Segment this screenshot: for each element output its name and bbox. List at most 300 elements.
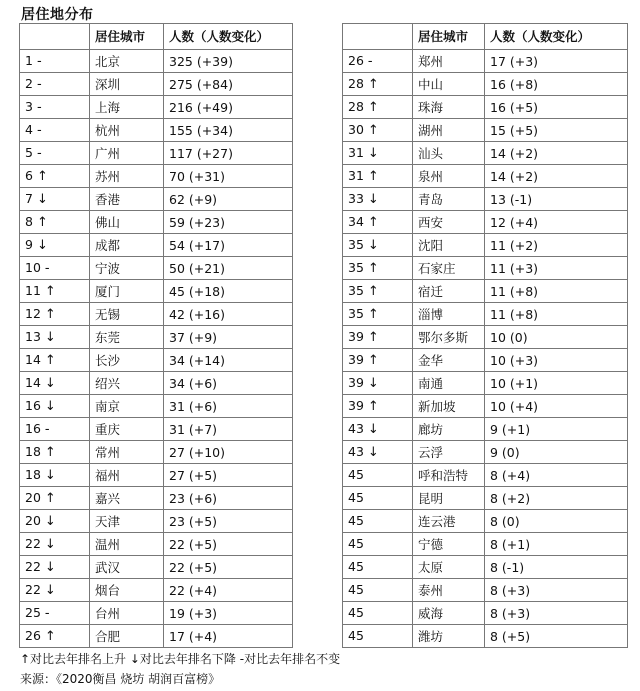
rank-number: 45: [348, 467, 364, 482]
trend-indicator: ↑: [367, 261, 379, 276]
rank-cell: [20, 257, 90, 280]
trend-indicator: ↓: [44, 399, 56, 414]
count-cell: 8 (+2): [485, 487, 628, 510]
table-row: [343, 533, 628, 556]
rank-number: 5: [25, 145, 33, 160]
trend-indicator: ↓: [44, 514, 56, 529]
trend-indicator: ↑: [367, 215, 379, 230]
rank-number: 22: [25, 582, 41, 597]
city-cell: 青岛: [413, 188, 485, 211]
trend-indicator: ↓: [367, 445, 379, 460]
trend-indicator: ↑: [44, 629, 56, 644]
count-cell: 23 (+5): [164, 510, 293, 533]
city-cell: 福州: [90, 464, 164, 487]
table-row: [20, 280, 293, 303]
city-cell: 温州: [90, 533, 164, 556]
count-cell: 155 (+34): [164, 119, 293, 142]
rank-number: 18: [25, 444, 41, 459]
legend-text: ↑对比去年排名上升 ↓对比去年排名下降 -对比去年排名不变: [20, 652, 341, 666]
rank-cell: [343, 510, 413, 533]
city-cell: 重庆: [90, 418, 164, 441]
trend-indicator: -: [36, 54, 42, 69]
rank-cell: [343, 50, 413, 73]
table-row: [343, 349, 628, 372]
rank-number: 28: [348, 99, 364, 114]
count-cell: 8 (+1): [485, 533, 628, 556]
city-cell: 泰州: [413, 579, 485, 602]
count-cell: 11 (+3): [485, 257, 628, 280]
table-row: [20, 119, 293, 142]
city-cell: 石家庄: [413, 257, 485, 280]
table-row: [343, 395, 628, 418]
rank-cell: [20, 441, 90, 464]
table-row: [343, 73, 628, 96]
rank-number: 45: [348, 559, 364, 574]
count-cell: 31 (+7): [164, 418, 293, 441]
header-count: 人数（人数变化）: [164, 24, 293, 50]
trend-indicator: -: [36, 100, 42, 115]
rank-cell: [20, 487, 90, 510]
trend-indicator: ↑: [367, 100, 379, 115]
count-cell: 11 (+8): [485, 303, 628, 326]
rank-number: 4: [25, 122, 33, 137]
count-cell: 27 (+10): [164, 441, 293, 464]
rank-cell: [343, 119, 413, 142]
rank-cell: [343, 234, 413, 257]
trend-indicator: ↑: [367, 77, 379, 92]
table-row: [20, 165, 293, 188]
count-cell: 45 (+18): [164, 280, 293, 303]
rank-number: 22: [25, 536, 41, 551]
rank-cell: [343, 326, 413, 349]
rank-number: 43: [348, 421, 364, 436]
city-cell: 烟台: [90, 579, 164, 602]
table-row: [20, 211, 293, 234]
rank-cell: [343, 464, 413, 487]
city-cell: 宁德: [413, 533, 485, 556]
rank-cell: [343, 188, 413, 211]
rank-cell: [343, 372, 413, 395]
city-cell: 杭州: [90, 119, 164, 142]
rank-cell: [343, 556, 413, 579]
rank-number: 26: [25, 628, 41, 643]
rank-cell: [20, 418, 90, 441]
trend-indicator: ↓: [44, 537, 56, 552]
rank-number: 35: [348, 260, 364, 275]
count-cell: 14 (+2): [485, 142, 628, 165]
rank-number: 14: [25, 375, 41, 390]
table-header-row: [343, 24, 628, 50]
rank-cell: [20, 303, 90, 326]
table-row: [20, 464, 293, 487]
trend-indicator: -: [44, 606, 50, 621]
table-row: [343, 280, 628, 303]
rank-number: 35: [348, 283, 364, 298]
rank-number: 26: [348, 53, 364, 68]
city-cell: 汕头: [413, 142, 485, 165]
table-row: [343, 556, 628, 579]
rank-cell: [20, 165, 90, 188]
trend-indicator: -: [367, 54, 373, 69]
count-cell: 10 (+4): [485, 395, 628, 418]
rank-cell: [20, 602, 90, 625]
count-cell: 14 (+2): [485, 165, 628, 188]
table-row: [343, 165, 628, 188]
rank-number: 2: [25, 76, 33, 91]
table-row: [343, 372, 628, 395]
rank-number: 30: [348, 122, 364, 137]
rank-cell: [20, 349, 90, 372]
rank-number: 31: [348, 168, 364, 183]
trend-indicator: ↓: [36, 192, 48, 207]
rank-number: 9: [25, 237, 33, 252]
header-city: 居住城市: [90, 24, 164, 50]
trend-indicator: ↓: [367, 192, 379, 207]
city-cell: 嘉兴: [90, 487, 164, 510]
trend-indicator: ↓: [367, 146, 379, 161]
rank-cell: [343, 349, 413, 372]
rank-number: 45: [348, 628, 364, 643]
trend-indicator: ↓: [44, 468, 56, 483]
count-cell: 17 (+4): [164, 625, 293, 648]
table-row: [343, 487, 628, 510]
trend-indicator: ↓: [367, 376, 379, 391]
rank-number: 33: [348, 191, 364, 206]
rank-number: 7: [25, 191, 33, 206]
header-city: 居住城市: [413, 24, 485, 50]
rank-cell: [20, 625, 90, 648]
city-cell: 金华: [413, 349, 485, 372]
rank-number: 20: [25, 513, 41, 528]
rank-number: 18: [25, 467, 41, 482]
rank-number: 35: [348, 306, 364, 321]
table-row: [343, 234, 628, 257]
rank-number: 39: [348, 352, 364, 367]
city-cell: 南京: [90, 395, 164, 418]
trend-indicator: ↓: [36, 238, 48, 253]
rank-cell: [20, 579, 90, 602]
rank-cell: [343, 303, 413, 326]
table-row: [20, 395, 293, 418]
rank-cell: [343, 441, 413, 464]
rank-number: 8: [25, 214, 33, 229]
table-row: [20, 625, 293, 648]
count-cell: 12 (+4): [485, 211, 628, 234]
table-row: [20, 556, 293, 579]
table-row: [20, 510, 293, 533]
count-cell: 15 (+5): [485, 119, 628, 142]
residence-table-right: [342, 23, 628, 648]
trend-indicator: ↑: [44, 445, 56, 460]
rank-number: 34: [348, 214, 364, 229]
rank-cell: [20, 188, 90, 211]
table-row: [343, 441, 628, 464]
rank-number: 16: [25, 421, 41, 436]
page-title: 居住地分布: [21, 7, 94, 23]
trend-indicator: ↑: [36, 169, 48, 184]
table-row: [20, 234, 293, 257]
city-cell: 沈阳: [413, 234, 485, 257]
rank-number: 6: [25, 168, 33, 183]
rank-cell: [343, 280, 413, 303]
rank-cell: [20, 326, 90, 349]
trend-indicator: ↑: [367, 399, 379, 414]
table-row: [20, 533, 293, 556]
rank-number: 45: [348, 490, 364, 505]
rank-cell: [343, 211, 413, 234]
table-row: [20, 326, 293, 349]
city-cell: 常州: [90, 441, 164, 464]
rank-number: 16: [25, 398, 41, 413]
rank-number: 39: [348, 398, 364, 413]
count-cell: 9 (+1): [485, 418, 628, 441]
table-row: [343, 326, 628, 349]
count-cell: 8 (-1): [485, 556, 628, 579]
rank-cell: [343, 73, 413, 96]
rank-number: 45: [348, 582, 364, 597]
count-cell: 8 (+5): [485, 625, 628, 648]
count-cell: 325 (+39): [164, 50, 293, 73]
count-cell: 9 (0): [485, 441, 628, 464]
rank-number: 45: [348, 536, 364, 551]
table-row: [343, 418, 628, 441]
count-cell: 10 (+1): [485, 372, 628, 395]
trend-indicator: ↓: [44, 560, 56, 575]
rank-number: 3: [25, 99, 33, 114]
rank-cell: [343, 602, 413, 625]
count-cell: 22 (+4): [164, 579, 293, 602]
city-cell: 宿迁: [413, 280, 485, 303]
trend-indicator: ↑: [44, 353, 56, 368]
trend-indicator: -: [36, 146, 42, 161]
count-cell: 216 (+49): [164, 96, 293, 119]
trend-indicator: ↑: [367, 123, 379, 138]
count-cell: 42 (+16): [164, 303, 293, 326]
city-cell: 云浮: [413, 441, 485, 464]
header-count: 人数（人数变化）: [485, 24, 628, 50]
rank-cell: [343, 533, 413, 556]
table-row: [20, 602, 293, 625]
count-cell: 22 (+5): [164, 533, 293, 556]
count-cell: 17 (+3): [485, 50, 628, 73]
city-cell: 呼和浩特: [413, 464, 485, 487]
count-cell: 23 (+6): [164, 487, 293, 510]
city-cell: 太原: [413, 556, 485, 579]
count-cell: 27 (+5): [164, 464, 293, 487]
count-cell: 16 (+8): [485, 73, 628, 96]
city-cell: 北京: [90, 50, 164, 73]
rank-cell: [20, 372, 90, 395]
rank-cell: [20, 211, 90, 234]
trend-indicator: ↓: [367, 422, 379, 437]
rank-cell: [20, 395, 90, 418]
count-cell: 10 (0): [485, 326, 628, 349]
count-cell: 275 (+84): [164, 73, 293, 96]
table-row: [20, 96, 293, 119]
rank-number: 31: [348, 145, 364, 160]
city-cell: 西安: [413, 211, 485, 234]
count-cell: 34 (+6): [164, 372, 293, 395]
city-cell: 成都: [90, 234, 164, 257]
trend-indicator: ↓: [44, 583, 56, 598]
rank-cell: [343, 395, 413, 418]
count-cell: 59 (+23): [164, 211, 293, 234]
city-cell: 中山: [413, 73, 485, 96]
city-cell: 宁波: [90, 257, 164, 280]
table-row: [343, 303, 628, 326]
rank-cell: [343, 625, 413, 648]
rank-cell: [343, 418, 413, 441]
count-cell: 8 (0): [485, 510, 628, 533]
count-cell: 62 (+9): [164, 188, 293, 211]
rank-cell: [20, 234, 90, 257]
table-row: [20, 487, 293, 510]
rank-number: 14: [25, 352, 41, 367]
rank-cell: [343, 142, 413, 165]
table-row: [20, 418, 293, 441]
city-cell: 台州: [90, 602, 164, 625]
city-cell: 绍兴: [90, 372, 164, 395]
table-row: [343, 464, 628, 487]
city-cell: 东莞: [90, 326, 164, 349]
table-row: [20, 188, 293, 211]
table-row: [20, 73, 293, 96]
trend-indicator: -: [44, 261, 50, 276]
table-row: [343, 188, 628, 211]
city-cell: 泉州: [413, 165, 485, 188]
city-cell: 天津: [90, 510, 164, 533]
count-cell: 19 (+3): [164, 602, 293, 625]
table-row: [343, 625, 628, 648]
trend-indicator: ↑: [367, 284, 379, 299]
city-cell: 新加坡: [413, 395, 485, 418]
rank-cell: [343, 257, 413, 280]
count-cell: 13 (-1): [485, 188, 628, 211]
rank-cell: [20, 119, 90, 142]
city-cell: 长沙: [90, 349, 164, 372]
table-header-row: [20, 24, 293, 50]
city-cell: 苏州: [90, 165, 164, 188]
table-row: [343, 510, 628, 533]
city-cell: 潍坊: [413, 625, 485, 648]
trend-indicator: ↑: [367, 307, 379, 322]
table-row: [343, 579, 628, 602]
count-cell: 16 (+5): [485, 96, 628, 119]
trend-indicator: ↓: [44, 330, 56, 345]
rank-cell: [20, 50, 90, 73]
count-cell: 11 (+8): [485, 280, 628, 303]
city-cell: 郑州: [413, 50, 485, 73]
city-cell: 淄博: [413, 303, 485, 326]
trend-indicator: -: [44, 422, 50, 437]
rank-number: 35: [348, 237, 364, 252]
table-row: [20, 142, 293, 165]
rank-cell: [20, 96, 90, 119]
count-cell: 8 (+3): [485, 579, 628, 602]
count-cell: 8 (+4): [485, 464, 628, 487]
trend-indicator: ↑: [367, 353, 379, 368]
rank-number: 12: [25, 306, 41, 321]
city-cell: 昆明: [413, 487, 485, 510]
count-cell: 31 (+6): [164, 395, 293, 418]
rank-cell: [343, 487, 413, 510]
trend-indicator: ↑: [44, 307, 56, 322]
rank-cell: [20, 510, 90, 533]
table-row: [20, 257, 293, 280]
rank-number: 45: [348, 513, 364, 528]
rank-cell: [343, 165, 413, 188]
rank-cell: [20, 142, 90, 165]
rank-number: 39: [348, 329, 364, 344]
trend-indicator: ↑: [44, 491, 56, 506]
trend-indicator: -: [36, 77, 42, 92]
table-row: [20, 372, 293, 395]
rank-number: 45: [348, 605, 364, 620]
city-cell: 香港: [90, 188, 164, 211]
table-row: [343, 119, 628, 142]
rank-number: 20: [25, 490, 41, 505]
city-cell: 威海: [413, 602, 485, 625]
rank-cell: [20, 464, 90, 487]
table-row: [343, 257, 628, 280]
city-cell: 珠海: [413, 96, 485, 119]
header-rank: [343, 24, 413, 50]
city-cell: 鄂尔多斯: [413, 326, 485, 349]
city-cell: 廊坊: [413, 418, 485, 441]
rank-cell: [20, 533, 90, 556]
table-row: [343, 211, 628, 234]
count-cell: 70 (+31): [164, 165, 293, 188]
city-cell: 连云港: [413, 510, 485, 533]
count-cell: 10 (+3): [485, 349, 628, 372]
count-cell: 37 (+9): [164, 326, 293, 349]
rank-number: 11: [25, 283, 41, 298]
city-cell: 厦门: [90, 280, 164, 303]
count-cell: 50 (+21): [164, 257, 293, 280]
rank-cell: [343, 579, 413, 602]
count-cell: 8 (+3): [485, 602, 628, 625]
rank-number: 28: [348, 76, 364, 91]
city-cell: 合肥: [90, 625, 164, 648]
table-row: [343, 50, 628, 73]
city-cell: 南通: [413, 372, 485, 395]
rank-cell: [20, 556, 90, 579]
rank-cell: [20, 73, 90, 96]
rank-cell: [343, 96, 413, 119]
rank-number: 13: [25, 329, 41, 344]
city-cell: 深圳: [90, 73, 164, 96]
table-row: [343, 142, 628, 165]
rank-number: 1: [25, 53, 33, 68]
residence-table-left: [19, 23, 293, 648]
city-cell: 佛山: [90, 211, 164, 234]
trend-indicator: ↑: [44, 284, 56, 299]
table-row: [20, 349, 293, 372]
table-row: [20, 50, 293, 73]
rank-cell: [20, 280, 90, 303]
trend-indicator: ↑: [367, 169, 379, 184]
trend-indicator: ↓: [367, 238, 379, 253]
count-cell: 54 (+17): [164, 234, 293, 257]
trend-indicator: -: [36, 123, 42, 138]
trend-indicator: ↓: [44, 376, 56, 391]
source-note: 来源：《2020衡昌 烧坊 胡润百富榜》: [20, 672, 221, 686]
header-rank: [20, 24, 90, 50]
rank-number: 43: [348, 444, 364, 459]
city-cell: 无锡: [90, 303, 164, 326]
table-row: [343, 96, 628, 119]
table-row: [20, 441, 293, 464]
